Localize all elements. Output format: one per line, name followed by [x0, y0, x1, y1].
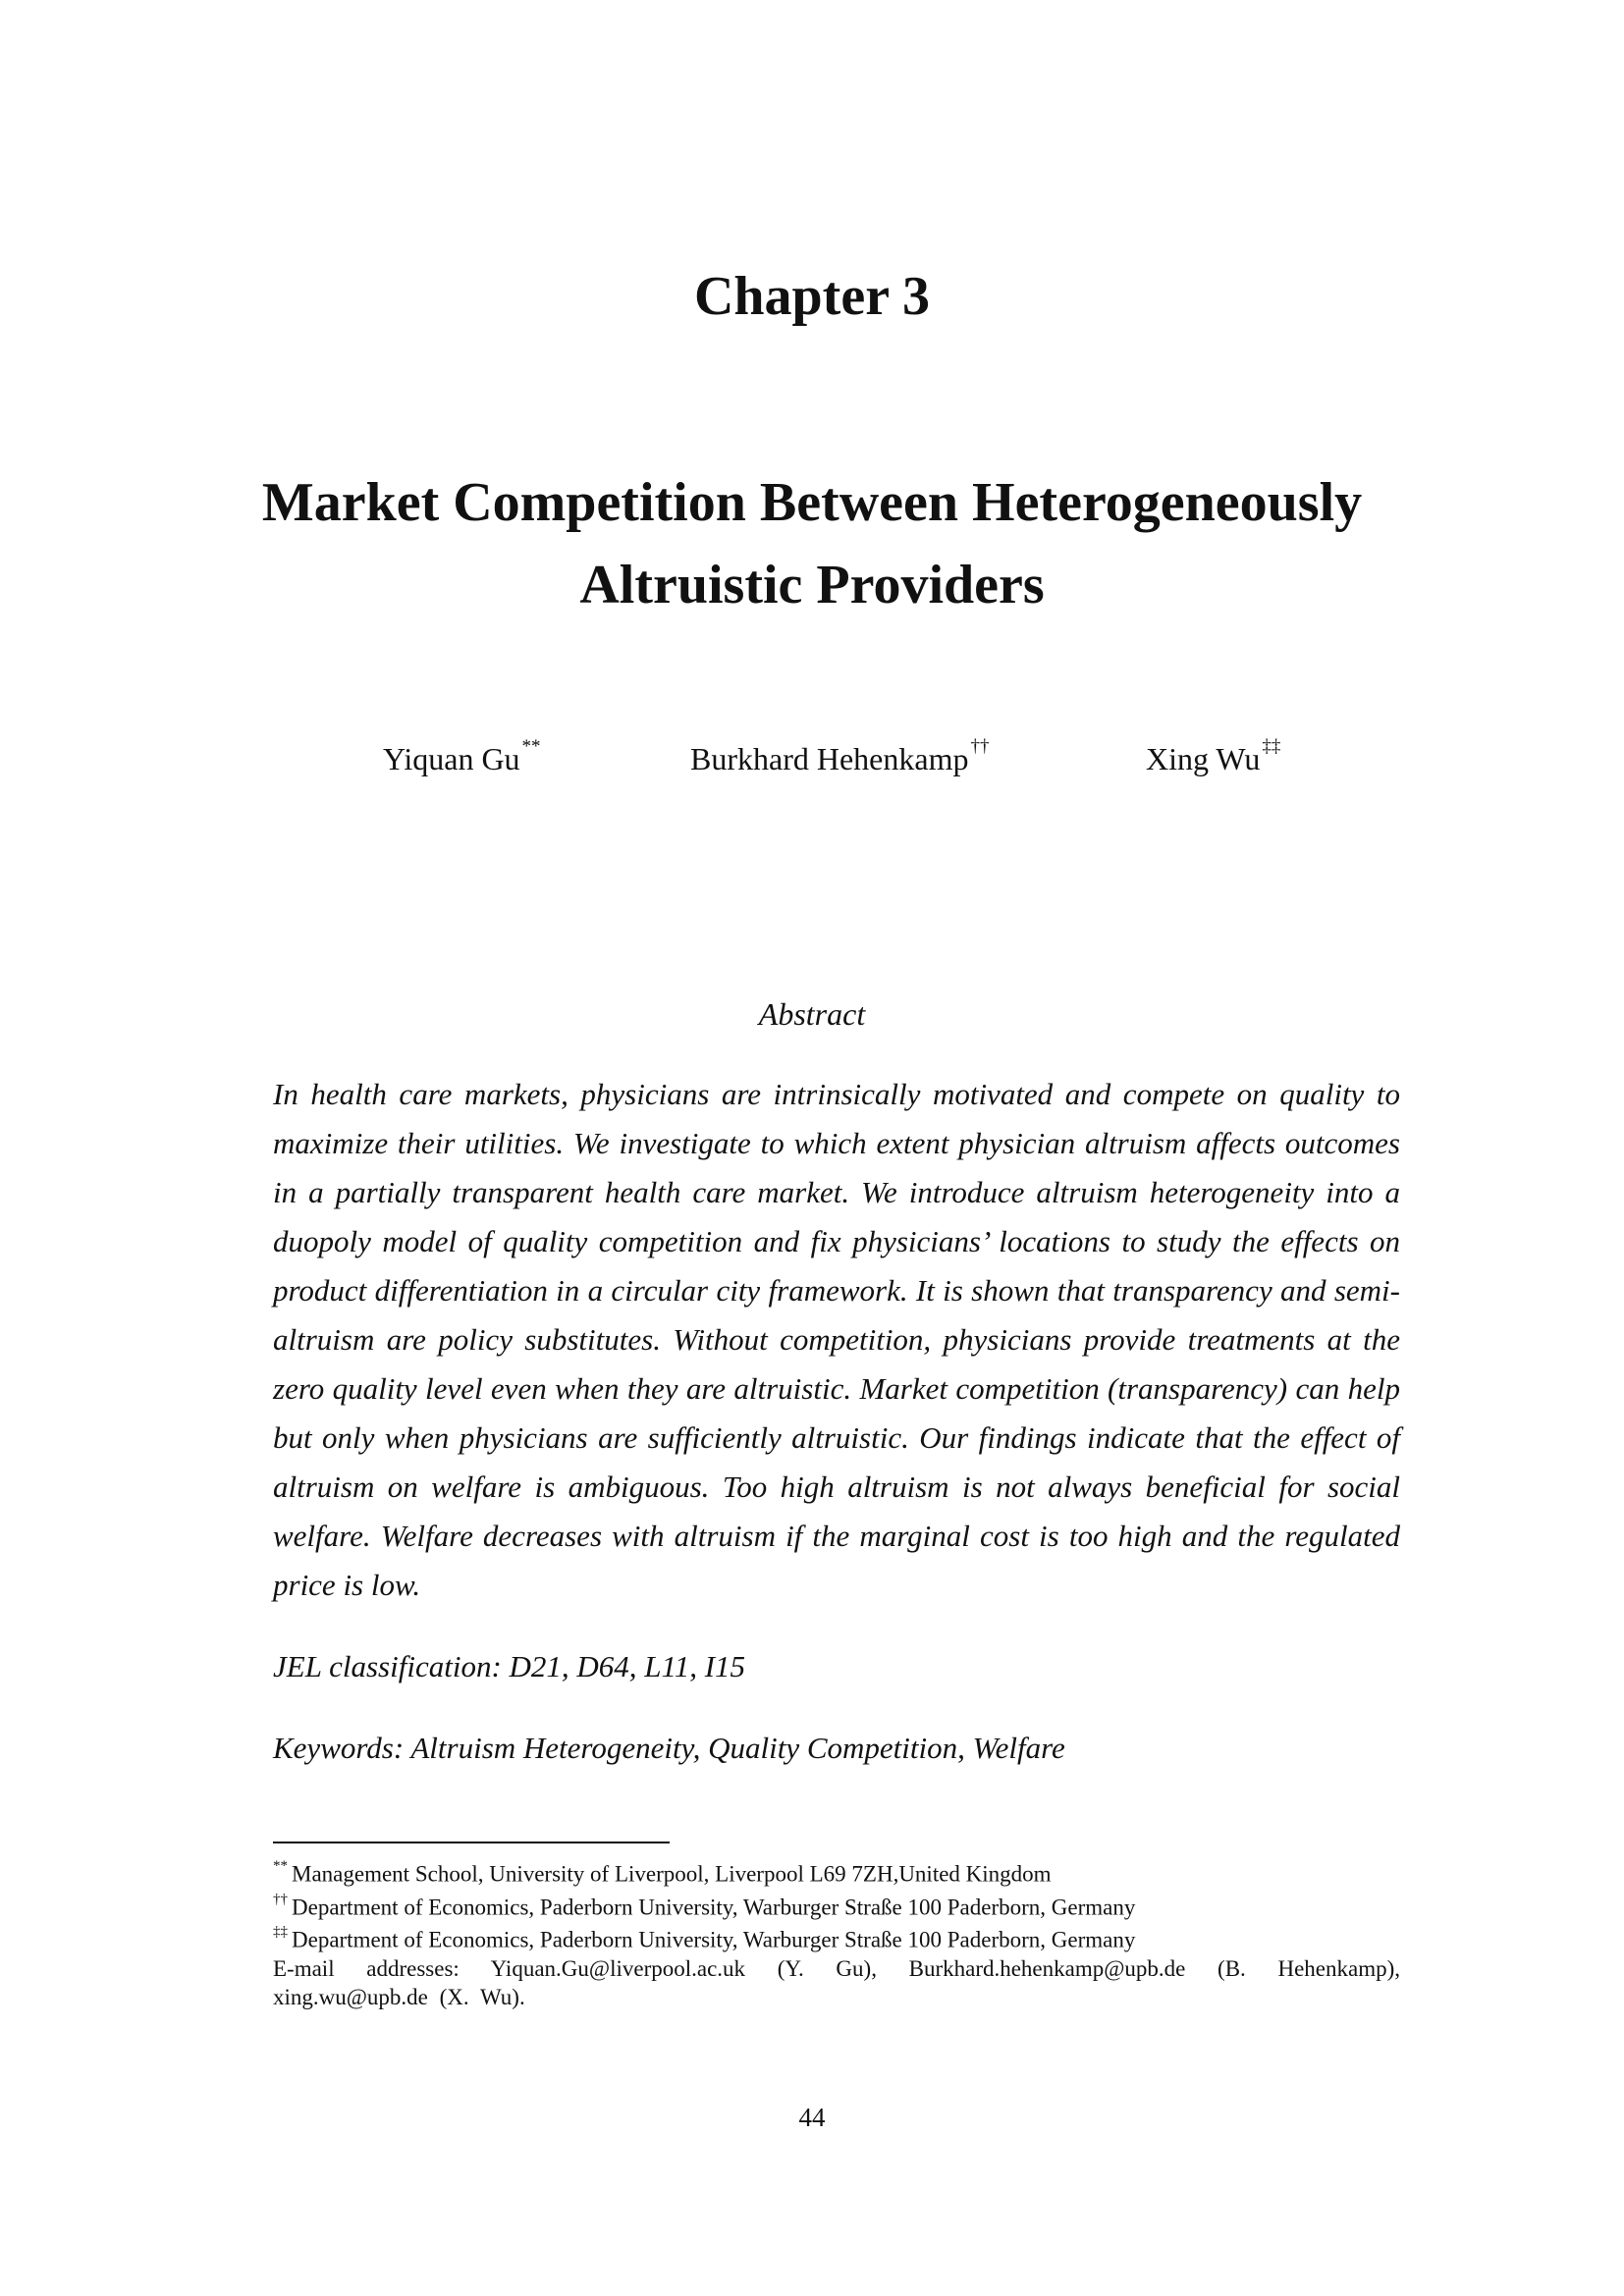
title-line-2: Altruistic Providers: [579, 555, 1045, 615]
author-footnote-mark: ††: [970, 736, 990, 758]
author-footnote-mark: **: [521, 736, 541, 758]
title-line-1: Market Competition Between Heterogeneously: [261, 472, 1363, 533]
email-addresses: E-mail addresses: Yiquan.Gu@liverpool.ac.uk (Y. Gu), Burkhard.hehenkamp@upb.de (B. Hehenkamp), xing.wu@upb.de (X. Wu).: [273, 1955, 1400, 2009]
chapter-heading: Chapter 3: [693, 266, 931, 327]
abstract-heading: Abstract: [758, 996, 866, 1032]
keywords: Keywords: Altruism Heterogeneity, Quality Competition, Welfare: [273, 1731, 1065, 1765]
author-gu: [383, 736, 541, 777]
footnote-text: Department of Economics, Paderborn University, Warburger Straße 100 Paderborn, Germany: [292, 1895, 1136, 1920]
footnote-gu: [273, 1855, 1400, 1889]
footnote-text: Department of Economics, Paderborn University, Warburger Straße 100 Paderborn, Germany: [292, 1927, 1136, 1952]
footnote-mark: **: [273, 1858, 288, 1874]
footnote-divider: [273, 1842, 670, 1843]
author-name: Burkhard Hehenkamp: [690, 741, 969, 776]
author-hehenkamp: [690, 736, 990, 777]
jel-classification: JEL classification: D21, D64, L11, I15: [273, 1649, 746, 1683]
footnote-hehenkamp: [273, 1889, 1400, 1922]
author-list: [0, 736, 1624, 790]
author-name: Yiquan Gu: [383, 741, 520, 776]
paper-title: [0, 461, 1624, 626]
abstract-body: In health care markets, physicians are intrinsically motivated and compete on quality to maximize their utilities. We investigate to which extent physician altruism affects outcomes in a partially transparent health care market. We introduce altruism heterogeneity into a duopoly model of quality competition and fix physicians’ locations to study the effects on product differentiation in a circular city framework. It is shown that transparency and semi-altruism are policy substitutes. Without competition, physicians provide treatments at the zero quality level even when they are altruistic. Market competition (transparency) can help but only when physicians are sufficiently altruistic. Our findings indicate that the effect of altruism on welfare is ambiguous. Too high altruism is not always beneficial for social welfare. Welfare decreases with altruism if the marginal cost is too high and the regulated price is low.: [273, 1077, 1400, 1602]
author-name: Xing Wu: [1146, 741, 1261, 776]
footnote-wu: [273, 1921, 1400, 1954]
page-number: 44: [798, 2103, 826, 2132]
author-footnote-mark: ‡‡: [1262, 736, 1281, 758]
footnote-text: Management School, University of Liverpool, Liverpool L69 7ZH,United Kingdom: [292, 1861, 1052, 1887]
author-wu: [1146, 736, 1281, 777]
footnote-mark: ††: [273, 1891, 288, 1907]
footnote-mark: ‡‡: [273, 1924, 288, 1941]
footnotes: [273, 1855, 1400, 2011]
